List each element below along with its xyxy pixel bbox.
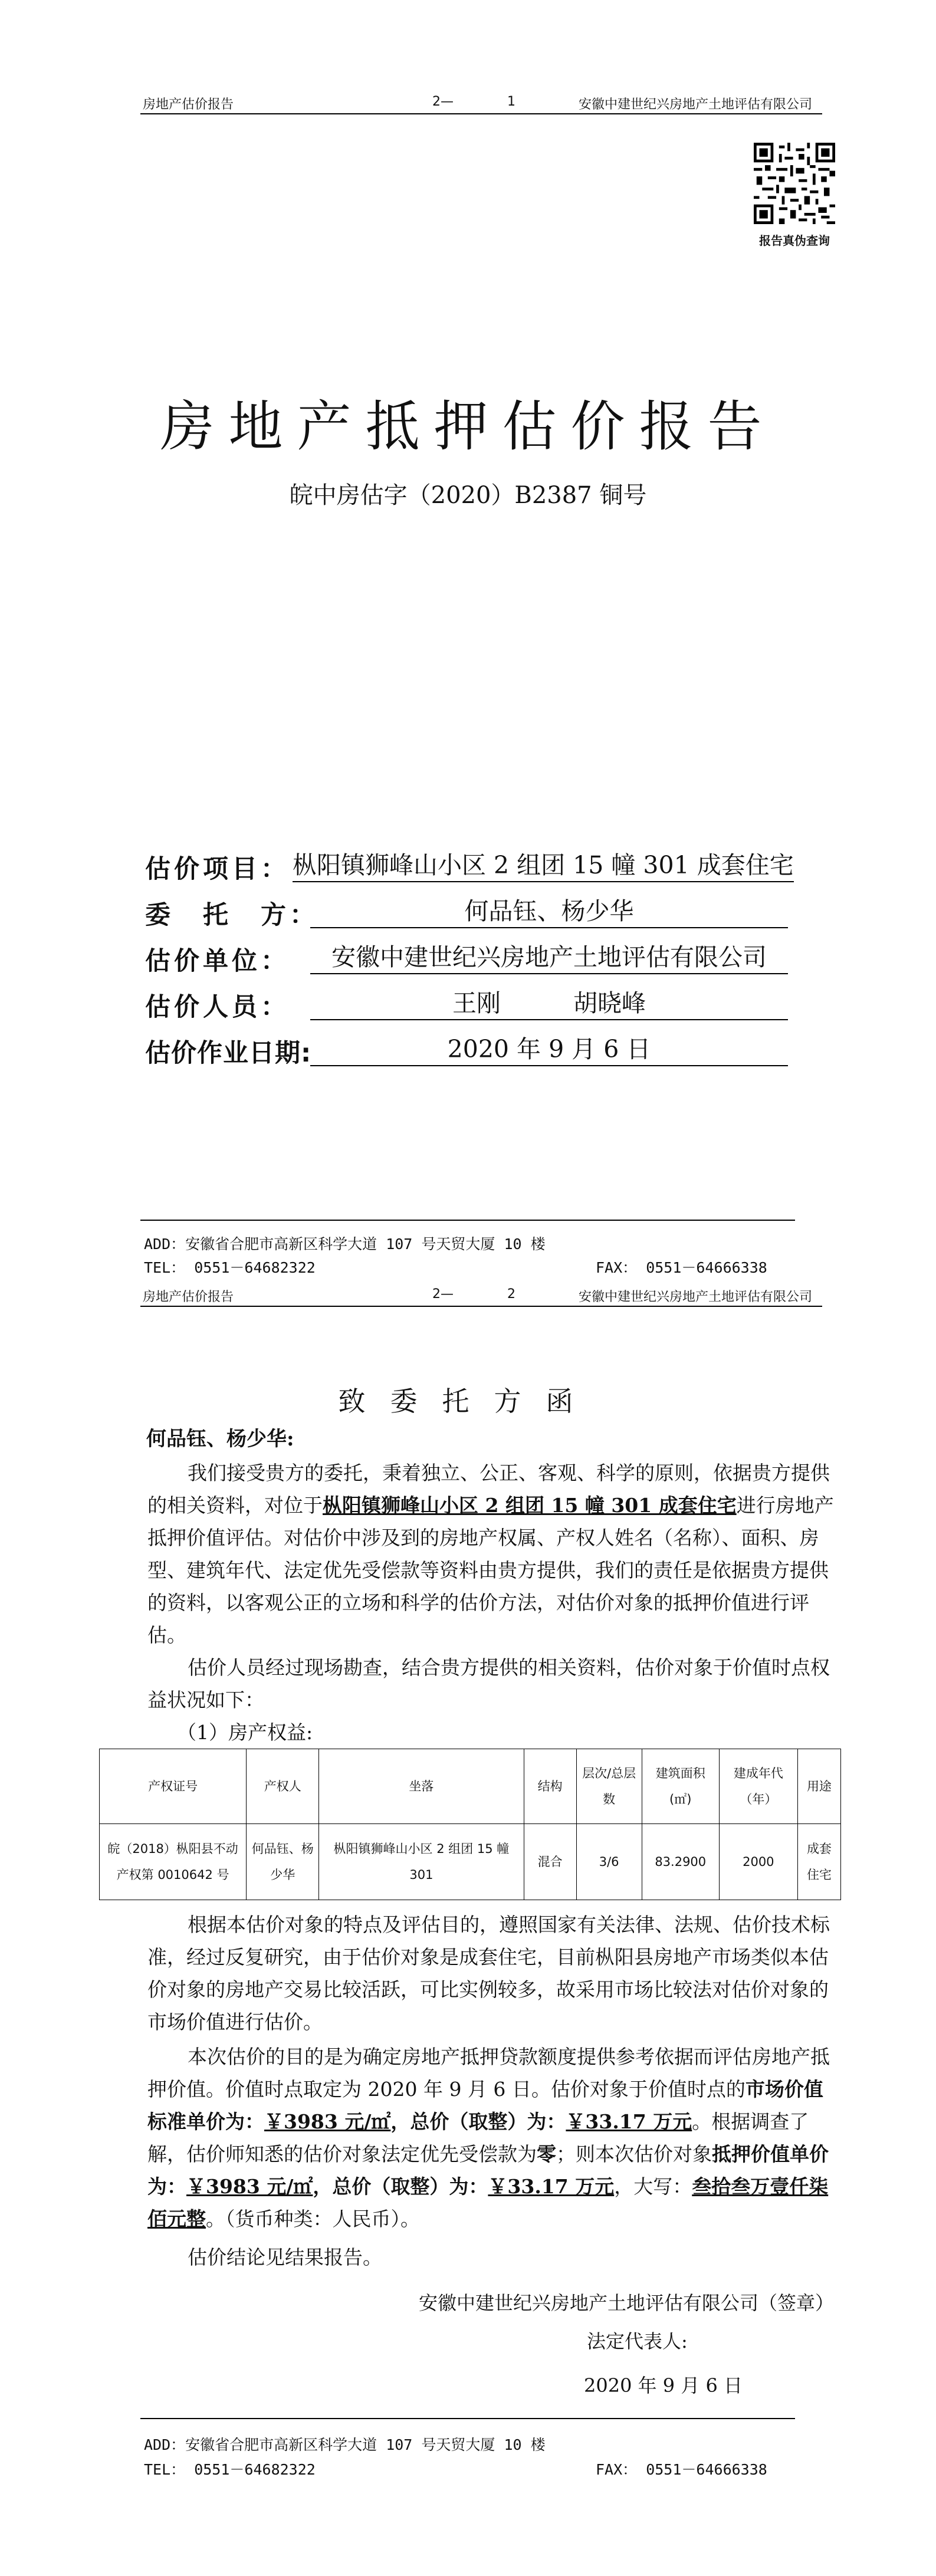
letter-title: 致委托方函 [338, 1385, 598, 1417]
market-total-label: ，总价（取整）为： [390, 2110, 566, 2133]
paragraph-5: 估价结论见结果报告。 [188, 2246, 382, 2269]
para4-m: ，大写： [614, 2175, 692, 2198]
footer-rule [140, 2418, 795, 2419]
rights-heading: （1）房产权益: [177, 1721, 313, 1744]
footer-tel: TEL： 0551－64682322 [144, 2461, 316, 2478]
mortgage-total-price: ￥33.17 万元 [488, 2175, 615, 2198]
project-value: 枞阳镇狮峰山小区 2 组团 15 幢 301 成套住宅 [293, 849, 794, 882]
td-location: 枞阳镇狮峰山小区 2 组团 15 幢 301 [319, 1824, 524, 1900]
para4-a: 本次估价的目的是为确定房地产抵押贷款额度提供参考依据而评估房地产抵押价值。价值时点取定为 2020 年 9 月 6 日。估价对象于价值时点的 [147, 2045, 830, 2101]
unit-label: 估价单位： [145, 947, 290, 976]
th-floor: 层次/总层数 [576, 1749, 642, 1824]
date-value: 2020 年 9 月 6 日 [310, 1033, 788, 1066]
header-page-prefix: 2— [432, 1287, 454, 1302]
amount-in-words: 叁拾叁万壹仟柒佰元整 [147, 2175, 829, 2230]
mortgage-unit-label: 抵押价值单价为： [147, 2143, 829, 2198]
para4-h: ；则本次估价对象 [556, 2143, 712, 2166]
td-owner: 何品钰、杨少华 [247, 1824, 319, 1900]
table-row [100, 1824, 841, 1900]
page2-header [0, 1287, 936, 1305]
paragraph-3: 根据本估价对象的特点及评估目的，遵照国家有关法律、法规、估价技术标准，经过反复研究，由于估价对象是成套住宅，目前枞阳县房地产市场类似本估价对象的房地产交易比较活跃，可比实例较多，故采用市场比较法对估价对象的市场价值进行估价。 [147, 1913, 830, 2033]
header-rule [140, 113, 822, 114]
document-number: 皖中房估字（2020）B2387 铜号 [289, 482, 647, 509]
td-floor: 3/6 [576, 1824, 642, 1900]
para4-o: 。（货币种类：人民币）。 [206, 2207, 420, 2230]
mortgage-unit-price: ￥3983 元/㎡ [186, 2175, 313, 2198]
header-rule [140, 1306, 822, 1307]
report-title: 房地产抵押估价报告 [160, 395, 776, 458]
staff-value: 王刚 胡晓峰 [310, 987, 788, 1020]
th-location: 坐落 [319, 1749, 524, 1824]
footer-tel: TEL： 0551－64682322 [144, 1259, 316, 1276]
market-total-price: ￥33.17 万元 [566, 2110, 692, 2133]
paragraph-4 [147, 2041, 838, 2235]
property-address: 枞阳镇狮峰山小区 2 组团 15 幢 301 成套住宅 [323, 1494, 737, 1517]
date-label: 估价作业日期: [145, 1039, 312, 1068]
client-value: 何品钰、杨少华 [310, 895, 788, 928]
th-cert: 产权证号 [100, 1749, 247, 1824]
td-use: 成套住宅 [797, 1824, 840, 1900]
td-structure: 混合 [524, 1824, 576, 1900]
para4-f: 。根据调查了解，估价师知悉的估价对象法定优先受偿款为 [147, 2110, 809, 2166]
para1-text-c: 进行房地产抵押价值评估。对估价中涉及到的房地产权属、产权人姓名（名称）、面积、房型、建筑年代、法定优先受偿款等资料由贵方提供，我们的责任是依据贵方提供的资料，以客观公正的立场和科学的估价方法，对估价对象的抵押价值进行评估。 [147, 1494, 834, 1647]
header-page-number: 1 [507, 94, 515, 109]
header-right: 安徽中建世纪兴房地产土地评估有限公司 [578, 97, 812, 112]
td-cert: 皖（2018）枞阳县不动产权第 0010642 号 [100, 1824, 247, 1900]
th-structure: 结构 [524, 1749, 576, 1824]
header-left: 房地产估价报告 [143, 97, 234, 112]
th-owner: 产权人 [247, 1749, 319, 1824]
property-rights-table [99, 1749, 841, 1900]
footer-fax: FAX： 0551－64666338 [596, 1259, 767, 1276]
header-page-number: 2 [507, 1287, 515, 1302]
qr-code-icon[interactable] [754, 143, 835, 224]
paragraph-1 [147, 1457, 838, 1651]
table-header-row [100, 1749, 841, 1824]
footer-fax: FAX： 0551－64666338 [596, 2461, 767, 2478]
footer-address: ADD：安徽省合肥市高新区科学大道 107 号天贸大厦 10 楼 [144, 2436, 546, 2453]
priority-amount: 零 [537, 2143, 556, 2166]
market-unit-price: ￥3983 元/㎡ [264, 2110, 391, 2133]
td-year: 2000 [719, 1824, 797, 1900]
page1-header [0, 94, 936, 112]
signature-company: 安徽中建世纪兴房地产土地评估有限公司（签章） [419, 2292, 835, 2314]
td-area: 83.2900 [642, 1824, 719, 1900]
header-page-prefix: 2— [432, 94, 454, 109]
salutation: 何品钰、杨少华: [146, 1427, 294, 1451]
footer-address: ADD：安徽省合肥市高新区科学大道 107 号天贸大厦 10 楼 [144, 1236, 546, 1253]
footer-rule [140, 1220, 795, 1221]
paragraph-2: 估价人员经过现场勘查，结合贵方提供的相关资料，估价对象于价值时点权益状况如下： [147, 1656, 830, 1711]
header-left: 房地产估价报告 [143, 1290, 234, 1305]
staff-label: 估价人员： [145, 993, 290, 1022]
project-label: 估价项目： [145, 855, 290, 884]
header-right: 安徽中建世纪兴房地产土地评估有限公司 [578, 1290, 812, 1305]
qr-label: 报告真伪查询 [759, 234, 830, 248]
para1-text-a: 我们接受贵方的委托，秉着独立、公正、客观、科学的原则，依据贵方提供的相关资料，对位于 [147, 1461, 830, 1517]
unit-value: 安徽中建世纪兴房地产土地评估有限公司 [310, 941, 788, 974]
signature-date: 2020 年 9 月 6 日 [584, 2374, 743, 2397]
th-area: 建筑面积(㎡) [642, 1749, 719, 1824]
client-label: 委 托 方： [145, 901, 318, 930]
th-use: 用途 [797, 1749, 840, 1824]
signature-representative: 法定代表人: [587, 2330, 688, 2352]
mortgage-total-label: ，总价（取整）为： [313, 2175, 488, 2198]
market-unit-label: 市场价值标准单价为： [147, 2078, 823, 2133]
th-year: 建成年代（年） [719, 1749, 797, 1824]
